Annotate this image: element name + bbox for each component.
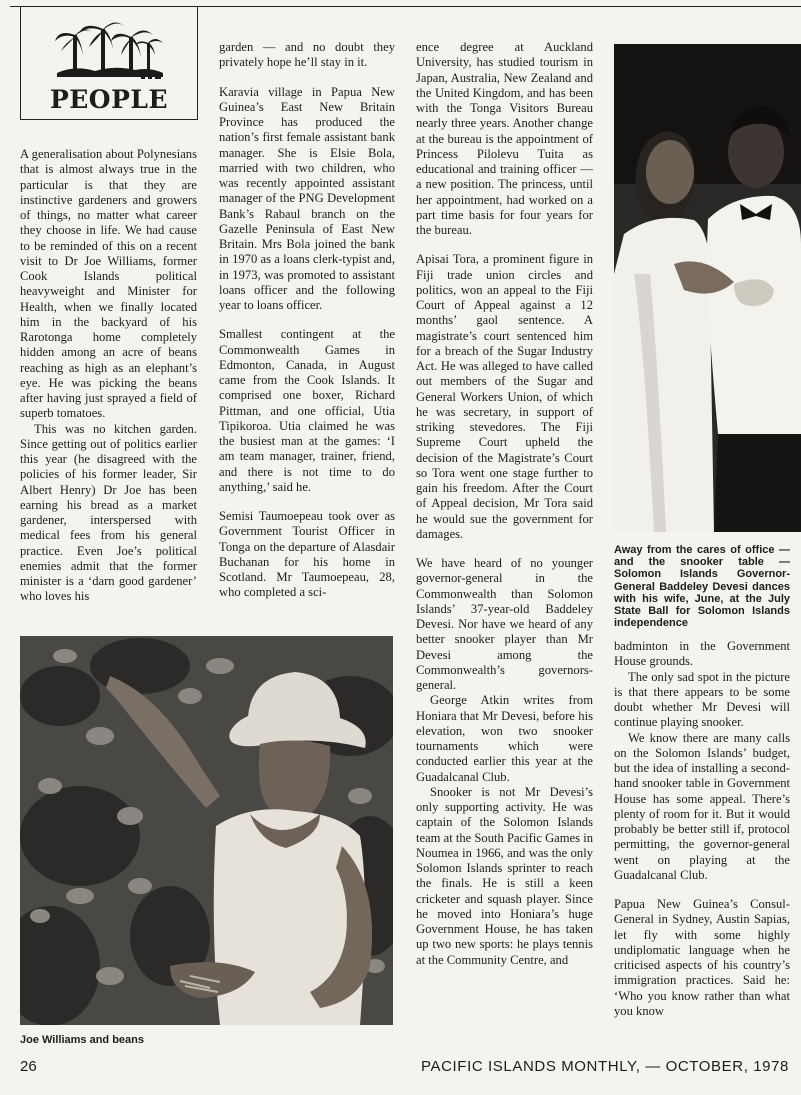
article-devesi-p4: badminton in the Government House grounds. — [614, 639, 790, 669]
article-devesi-p3: Snooker is not Mr Devesi’s only supporting activity. He was captain of the Solomon Islands team at the South Pacific Games in Noumea in 1966, and was the only Solomon Islands sprinter to reach the finals. He is still a keen cricketer and squash player. Since he moved into Honiara’s huge Government House, he has taken up two new sports: he plays tennis at the Community Centre, and — [416, 784, 593, 967]
article-austin-sapias: Papua New Guinea’s Consul-General in Sydney, Austin Sapias, let fly with some highly undiplomatic language when he criticised aspects of his country’s immigration practices. Said he: ‘Who you know rather than what you know — [614, 897, 790, 1018]
photo-devesi-caption: Away from the cares of office — and the snooker table — Solomon Islands Governor-General Baddeley Devesi dances with his wife, June, at the July State Ball for Solomon Islands independence — [614, 544, 790, 630]
article-apisai-tora: Apisai Tora, a prominent figure in Fiji trade union circles and politics, won an appeal to the Fiji Court of Appeal against a 12 months’ gaol sentence. A magistrate’s court sentenced him for a breach of the Sugar Industry Act. He was alleged to have called out members of the Sugar and General Workers Union, of which he was secretary, in support of striking stevedores. The Fiji Supreme Court upheld the decision of the Magistrate’s Court so Tora went one stage further to gain his freedom. After the Court of Appeal decision, Mr Tora said he would sue the government for damages. — [416, 252, 593, 541]
article-joe-williams-end: garden — and no doubt they privately hope he’ll stay in it. — [219, 40, 395, 70]
article-taumoepeau-cont: ence degree at Auckland University, has studied tourism in Japan, Australia, New Zealand and the United Kingdom, and has been with the Tonga Visitors Bureau nearly three years. Another change at the bureau is the appointment of Princess Pilolevu Tuita as educational and training officer — a new position. The princess, until her appointment, had worked on a part time basis for four years for the bureau. — [416, 40, 593, 237]
column-4 — [614, 639, 790, 1033]
palm-trees-icon — [55, 15, 165, 81]
column-2 — [219, 40, 395, 615]
article-semisi-taumoepeau: Semisi Taumoepeau took over as Government Tourist Officer in Tonga on the departure of Alasdair Buchanan for his home in Scotland. Mr Taumoepeau, 28, who completed a sci- — [219, 509, 395, 600]
article-joe-williams-p1: A generalisation about Polynesians that is almost always true in the particular is that they are instinctive gardeners and growers of things, no matter what career they choose in life. We had cause to be reminded of this on a recent visit to Dr Joe Williams, former Cook Islands political heavyweight and Minister for Health, when we finally located him in the backyard of his Rarotonga home completely hidden among an acre of beans reaching as high as an elephant’s eye. He was picking the beans after having just sprayed a field of superb tomatoes. — [20, 147, 197, 421]
article-devesi-p5: The only sad spot in the picture is that there appears to be some doubt whether Mr Devesi will continue playing snooker. — [614, 669, 790, 730]
photo-joe-williams — [20, 636, 393, 1025]
article-commonwealth-games: Smallest contingent at the Commonwealth Games in Edmonton, Canada, in August came from the Cook Islands. It comprised one boxer, Richard Pittman, and one official, Utia Tipikoroa. Utia claimed he was the busiest man at the games: ‘I am team manager, trainer, friend, and there is not time to do anything,’ said he. — [219, 327, 395, 494]
column-3 — [416, 40, 593, 968]
publication-footer: PACIFIC ISLANDS MONTHLY, — OCTOBER, 1978 — [421, 1058, 789, 1075]
article-devesi-p6: We know there are many calls on the Solomon Islands’ budget, but the idea of installing a second-hand snooker table in Government House has some appeal. There’s plenty of room for it. But it would probably be better still if, protocol permitting, the governor-general went on playing at the Guadalcanal Club. — [614, 730, 790, 882]
article-elsie-bola: Karavia village in Papua New Guinea’s East New Britain Province has produced the nation’s first female assistant bank manager. She is Elsie Bola, married with two children, who was recently appointed assistant manager of the PNG Development Bank’s Rabaul branch on the Gazelle Peninsula of East New Britain. Mrs Bola joined the bank in 1970 as a loans clerk-typist and, in 1973, was promoted to assistant loans officer and the following year to loans officer. — [219, 84, 395, 312]
column-1 — [20, 147, 197, 605]
people-masthead — [20, 6, 198, 120]
photo-devesi-dancing — [614, 44, 801, 532]
article-joe-williams-p2: This was no kitchen garden. Since getting out of politics earlier this year (he disagreed with the policies of his former leader, Sir Albert Henry) Dr Joe has been earning his bread as a market gardener, interspersed with medical fees from his general practice. Even Joe’s political enemies admit that the former minister is a ‘darn good gardener’ who loves his — [20, 421, 197, 604]
photo-joe-caption: Joe Williams and beans — [20, 1034, 144, 1046]
section-title: PEOPLE — [49, 85, 169, 114]
article-devesi-p1: We have heard of no younger governor-general in the Commonwealth than Solomon Islands’ 37-year-old Baddeley Devesi. Nor have we heard of any better snooker player than Mr Devesi among the Commonwealth’s governors-general. — [416, 556, 593, 692]
article-devesi-p2: George Atkin writes from Honiara that Mr Devesi, before his elevation, won two snooker tournaments which were conducted earlier this year at the Guadalcanal Club. — [416, 693, 593, 784]
page-number: 26 — [20, 1058, 37, 1075]
